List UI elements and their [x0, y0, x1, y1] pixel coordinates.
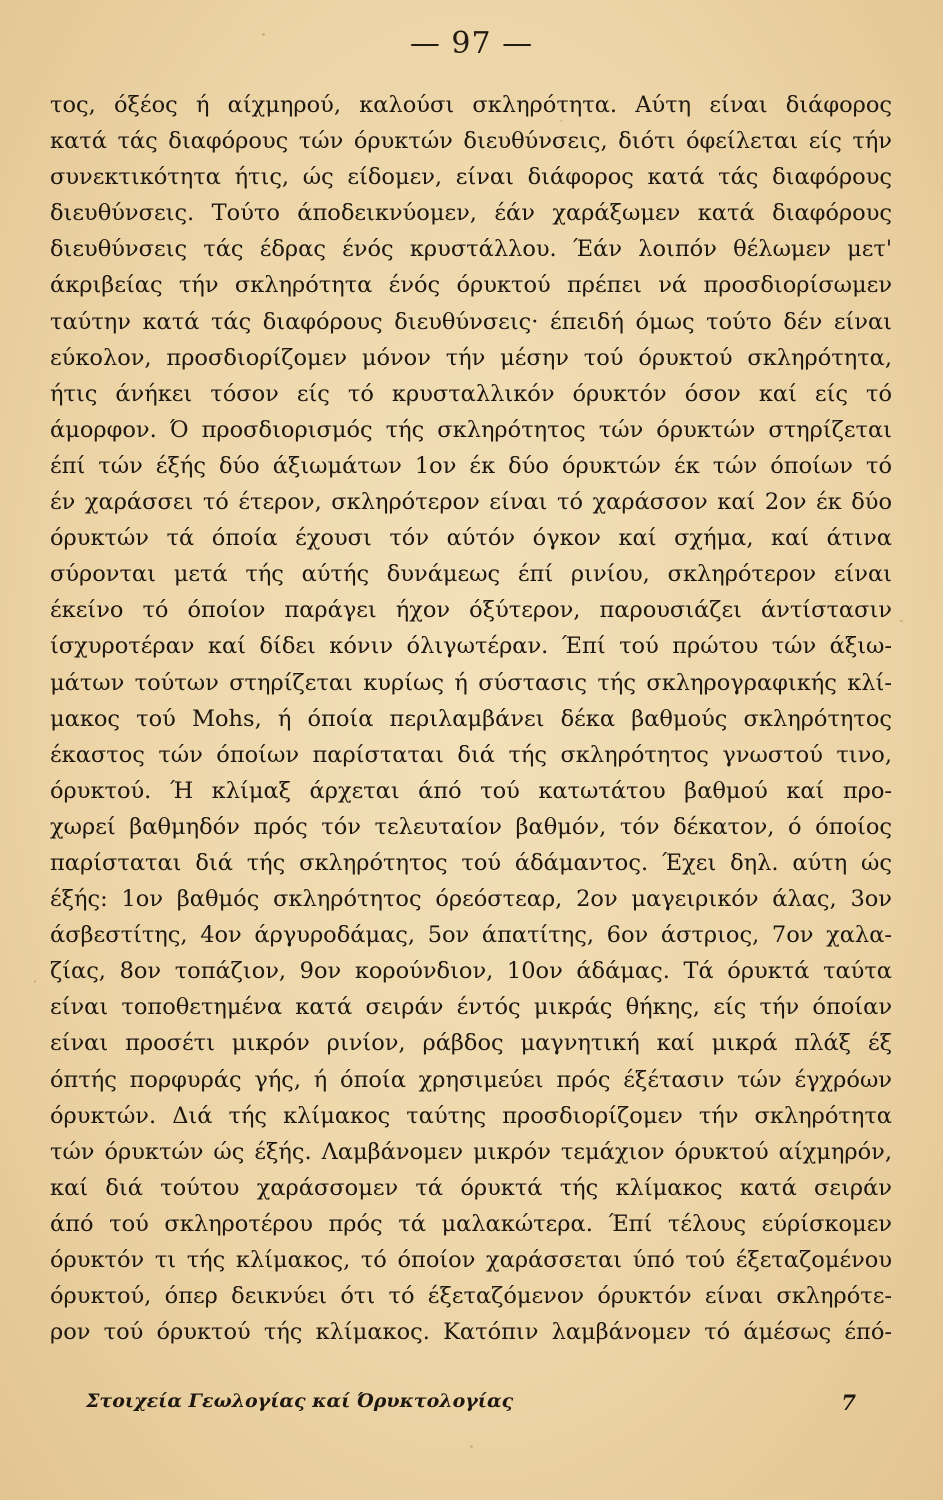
text-line: έκείνο τό όποίον παράγει ήχον όξύτερον, παρουσιάζει άντίστασιν [50, 597, 892, 624]
text-line: άμορφον. Ό προσδιορισμός τής σκληρότητος τών όρυκτών στηρίζεται [50, 416, 892, 443]
text-line: τών όρυκτών ώς έξής. Λαμβάνομεν μικρόν τεμάχιον όρυκτού αίχμηρόν, [50, 1138, 892, 1165]
page-number: — 97 — [409, 26, 534, 61]
text-line: παρίσταται διά τής σκληρότητος τού άδάμαντος. Έχει δηλ. αύτη ώς [50, 849, 892, 876]
text-line: εύκολον, προσδιορίζομεν μόνον τήν μέσην τού όρυκτού σκληρότητα, [50, 344, 892, 371]
text-line: ρον τού όρυκτού τής κλίμακος. Κατόπιν λαμβάνομεν τό άμέσως έπό- [50, 1319, 892, 1346]
footer-signature-mark: 7 [841, 1390, 856, 1415]
text-line: τος, όξέος ή αίχμηρού, καλούσι σκληρότητα. Αύτη είναι διάφορος [50, 92, 892, 118]
text-line: είναι προσέτι μικρόν ρινίον, ράβδος μαγνητική καί μικρά πλάξ έξ [50, 1030, 892, 1057]
paper-speck [34, 980, 36, 983]
text-line: μακος τού Mohs, ή όποία περιλαμβάνει δέκα βαθμούς σκληρότητος [50, 705, 892, 732]
text-line: διευθύνσεις τάς έδρας ένός κρυστάλλου. Έάν λοιπόν θέλωμεν μετ' [50, 236, 892, 263]
text-line: ήτις άνήκει τόσον είς τό κρυσταλλικόν όρυκτόν όσον καί είς τό [50, 380, 892, 407]
text-line: έν χαράσσει τό έτερον, σκληρότερον είναι τό χαράσσον καί 2ον έκ δύο [50, 489, 892, 516]
text-line: είναι τοποθετημένα κατά σειράν έντός μικράς θήκης, είς τήν όποίαν [50, 994, 892, 1021]
paper-speck [560, 120, 562, 122]
text-line: άπό τού σκληροτέρου πρός τά μαλακώτερα. Έπί τέλους εύρίσκομεν [50, 1210, 892, 1237]
text-line: καί διά τούτου χαράσσομεν τά όρυκτά τής κλίμακος κατά σειράν [50, 1174, 892, 1201]
text-line: έπί τών έξής δύο άξιωμάτων 1ον έκ δύο όρυκτών έκ τών όποίων τό [50, 452, 892, 479]
page-footer [86, 1390, 856, 1422]
text-line: όρυκτόν τι τής κλίμακος, τό όποίον χαράσσεται ύπό τού έξεταζομένου [50, 1247, 892, 1273]
text-line: διευθύνσεις. Τούτο άποδεικνύομεν, έάν χαράξωμεν κατά διαφόρους [50, 200, 892, 227]
text-line: όπτής πορφυράς γής, ή όποία χρησιμεύει πρός έξέτασιν τών έγχρόων [50, 1066, 892, 1093]
text-line: έκαστος τών όποίων παρίσταται διά τής σκληρότητος γνωστού τινο, [50, 741, 892, 768]
text-line: ίσχυροτέραν καί δίδει κόνιν όλιγωτέραν. Έπί τού πρώτου τών άξιω- [50, 633, 892, 660]
text-line: όρυκτών τά όποία έχουσι τόν αύτόν όγκον καί σχήμα, καί άτινα [50, 525, 892, 552]
text-line: όρυκτού. Ή κλίμαξ άρχεται άπό τού κατωτάτου βαθμού καί προ- [50, 777, 892, 804]
text-line: ζίας, 8ον τοπάζιον, 9ον κορούνδιον, 10ον άδάμας. Τά όρυκτά ταύτα [50, 958, 892, 985]
text-line: όρυκτών. Διά τής κλίμακος ταύτης προσδιορίζομεν τήν σκληρότητα [50, 1102, 892, 1129]
text-line: όρυκτού, όπερ δεικνύει ότι τό έξεταζόμενον όρυκτόν είναι σκληρότε- [50, 1283, 892, 1310]
paper-speck [262, 33, 265, 36]
text-line: έξής: 1ον βαθμός σκληρότητος όρεόστεαρ, 2ον μαγειρικόν άλας, 3ον [50, 886, 892, 913]
body-text [50, 87, 892, 1350]
text-line: κατά τάς διαφόρους τών όρυκτών διευθύνσεις, διότι όφείλεται είς τήν [50, 128, 892, 155]
text-line: σύρονται μετά τής αύτής δυνάμεως έπί ρινίου, σκληρότερον είναι [50, 561, 892, 588]
text-line: ταύτην κατά τάς διαφόρους διευθύνσεις· έπειδή όμως τούτο δέν είναι [50, 308, 892, 335]
footer-book-title: Στοιχεία Γεωλογίας καί Όρυκτολογίας [86, 1390, 514, 1412]
text-line: άκριβείας τήν σκληρότητα ένός όρυκτού πρέπει νά προσδιορίσωμεν [50, 272, 892, 299]
text-line: συνεκτικότητα ήτις, ώς είδομεν, είναι διάφορος κατά τάς διαφόρους [50, 164, 892, 191]
text-line: χωρεί βαθμηδόν πρός τόν τελευταίον βαθμόν, τόν δέκατον, ό όποίος [50, 813, 892, 840]
text-line: μάτων τούτων στηρίζεται κυρίως ή σύστασις τής σκληρογραφικής κλί- [50, 669, 892, 696]
paper-speck [470, 1445, 473, 1448]
text-line: άσβεστίτης, 4ον άργυροδάμας, 5ον άπατίτης, 6ον άστριος, 7ον χαλα- [50, 922, 892, 949]
paper-speck [900, 620, 903, 622]
